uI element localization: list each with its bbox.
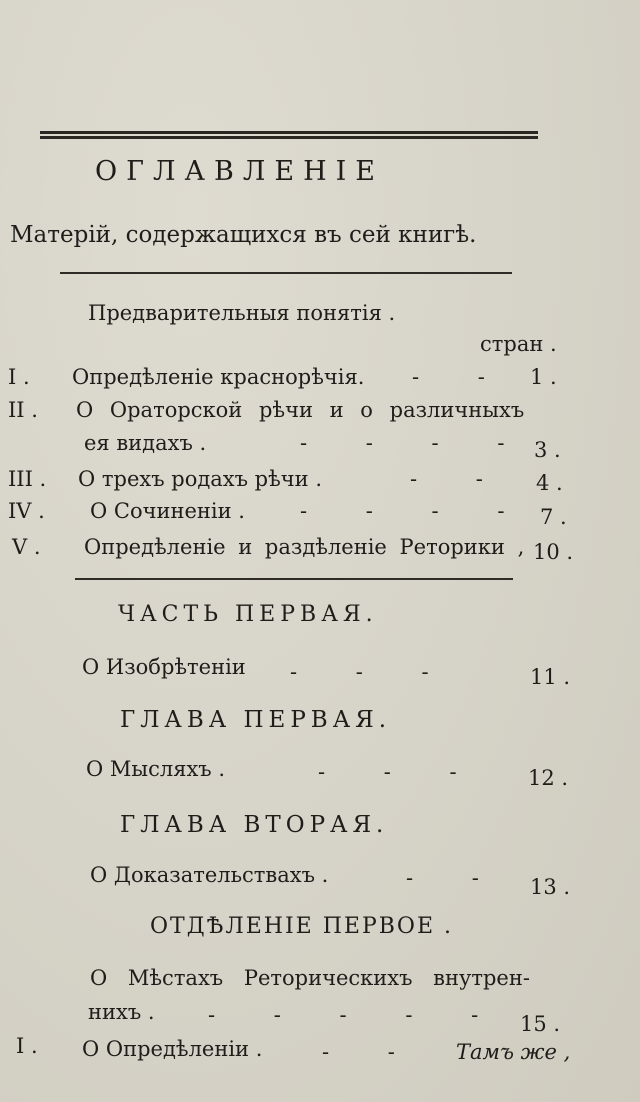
entry-number: I . (8, 365, 30, 389)
intro-heading: Предварительныя понятія . (88, 301, 396, 325)
dot-leader: - - - - (300, 431, 531, 455)
entry-number: III . (8, 467, 47, 491)
entry-title: О Доказательствахъ . (90, 863, 329, 887)
entry-number: IV . (8, 499, 45, 523)
chapter-heading: ГЛАВА ПЕРВАЯ. (120, 707, 392, 733)
entry-page: 3 . (534, 438, 561, 462)
entry-title: Опредѣленіе и раздѣленіе Реторики , (84, 535, 525, 559)
divider-rule (75, 578, 513, 580)
dot-leader: - - (406, 866, 505, 890)
entry-title: О Сочиненіи . (90, 499, 245, 523)
dot-leader: - - (410, 467, 509, 491)
dot-leader: - - (412, 365, 511, 389)
page-title: ОГЛАВЛЕНІЕ (95, 156, 384, 187)
entry-page: 13 . (530, 875, 571, 899)
entry-page: 12 . (528, 766, 569, 790)
entry-page: 15 . (520, 1012, 561, 1036)
part-heading: ЧАСТЬ ПЕРВАЯ. (118, 602, 378, 627)
dot-leader: - - - (290, 660, 455, 684)
entry-title: О Мысляхъ . (86, 757, 226, 781)
entry-title: О Ораторской рѣчи и о различныхъ (76, 398, 525, 422)
dot-leader: - - - - (300, 499, 531, 523)
entry-number: II . (8, 398, 38, 422)
entry-title-continued: нихъ . (88, 1000, 155, 1024)
entry-title: О трехъ родахъ рѣчи . (78, 467, 323, 491)
entry-title: О Мѣстахъ Реторическихъ внутрен- (90, 966, 530, 990)
entry-title: ея видахъ . (84, 431, 207, 455)
entry-page: 4 . (536, 471, 563, 495)
entry-title: О Изобрѣтеніи (82, 655, 246, 679)
entry-title: О Опредѣленіи . (82, 1037, 263, 1061)
top-double-rule (40, 131, 538, 140)
divider-rule (60, 272, 512, 274)
dot-leader: - - - (318, 760, 483, 784)
entry-number: I . (16, 1034, 38, 1058)
entry-page: 7 . (540, 505, 567, 529)
entry-page: 1 . (530, 365, 557, 389)
dot-leader: - - (322, 1040, 421, 1064)
entry-number: V . (12, 535, 41, 559)
entry-page: 11 . (530, 665, 571, 689)
entry-title: Опредѣленіе краснорѣчія. (72, 365, 365, 389)
chapter-heading: ГЛАВА ВТОРАЯ. (120, 812, 389, 838)
page-column-label: стран . (480, 332, 557, 356)
page-subtitle: Матерій, содержащихся въ сей книгѣ. (10, 222, 477, 248)
entry-page: 10 . (533, 540, 574, 564)
dot-leader: - - - - - (208, 1003, 505, 1027)
entry-page: Тамъ же , (456, 1040, 571, 1064)
section-heading: ОТДѢЛЕНІЕ ПЕРВОЕ . (150, 914, 453, 939)
